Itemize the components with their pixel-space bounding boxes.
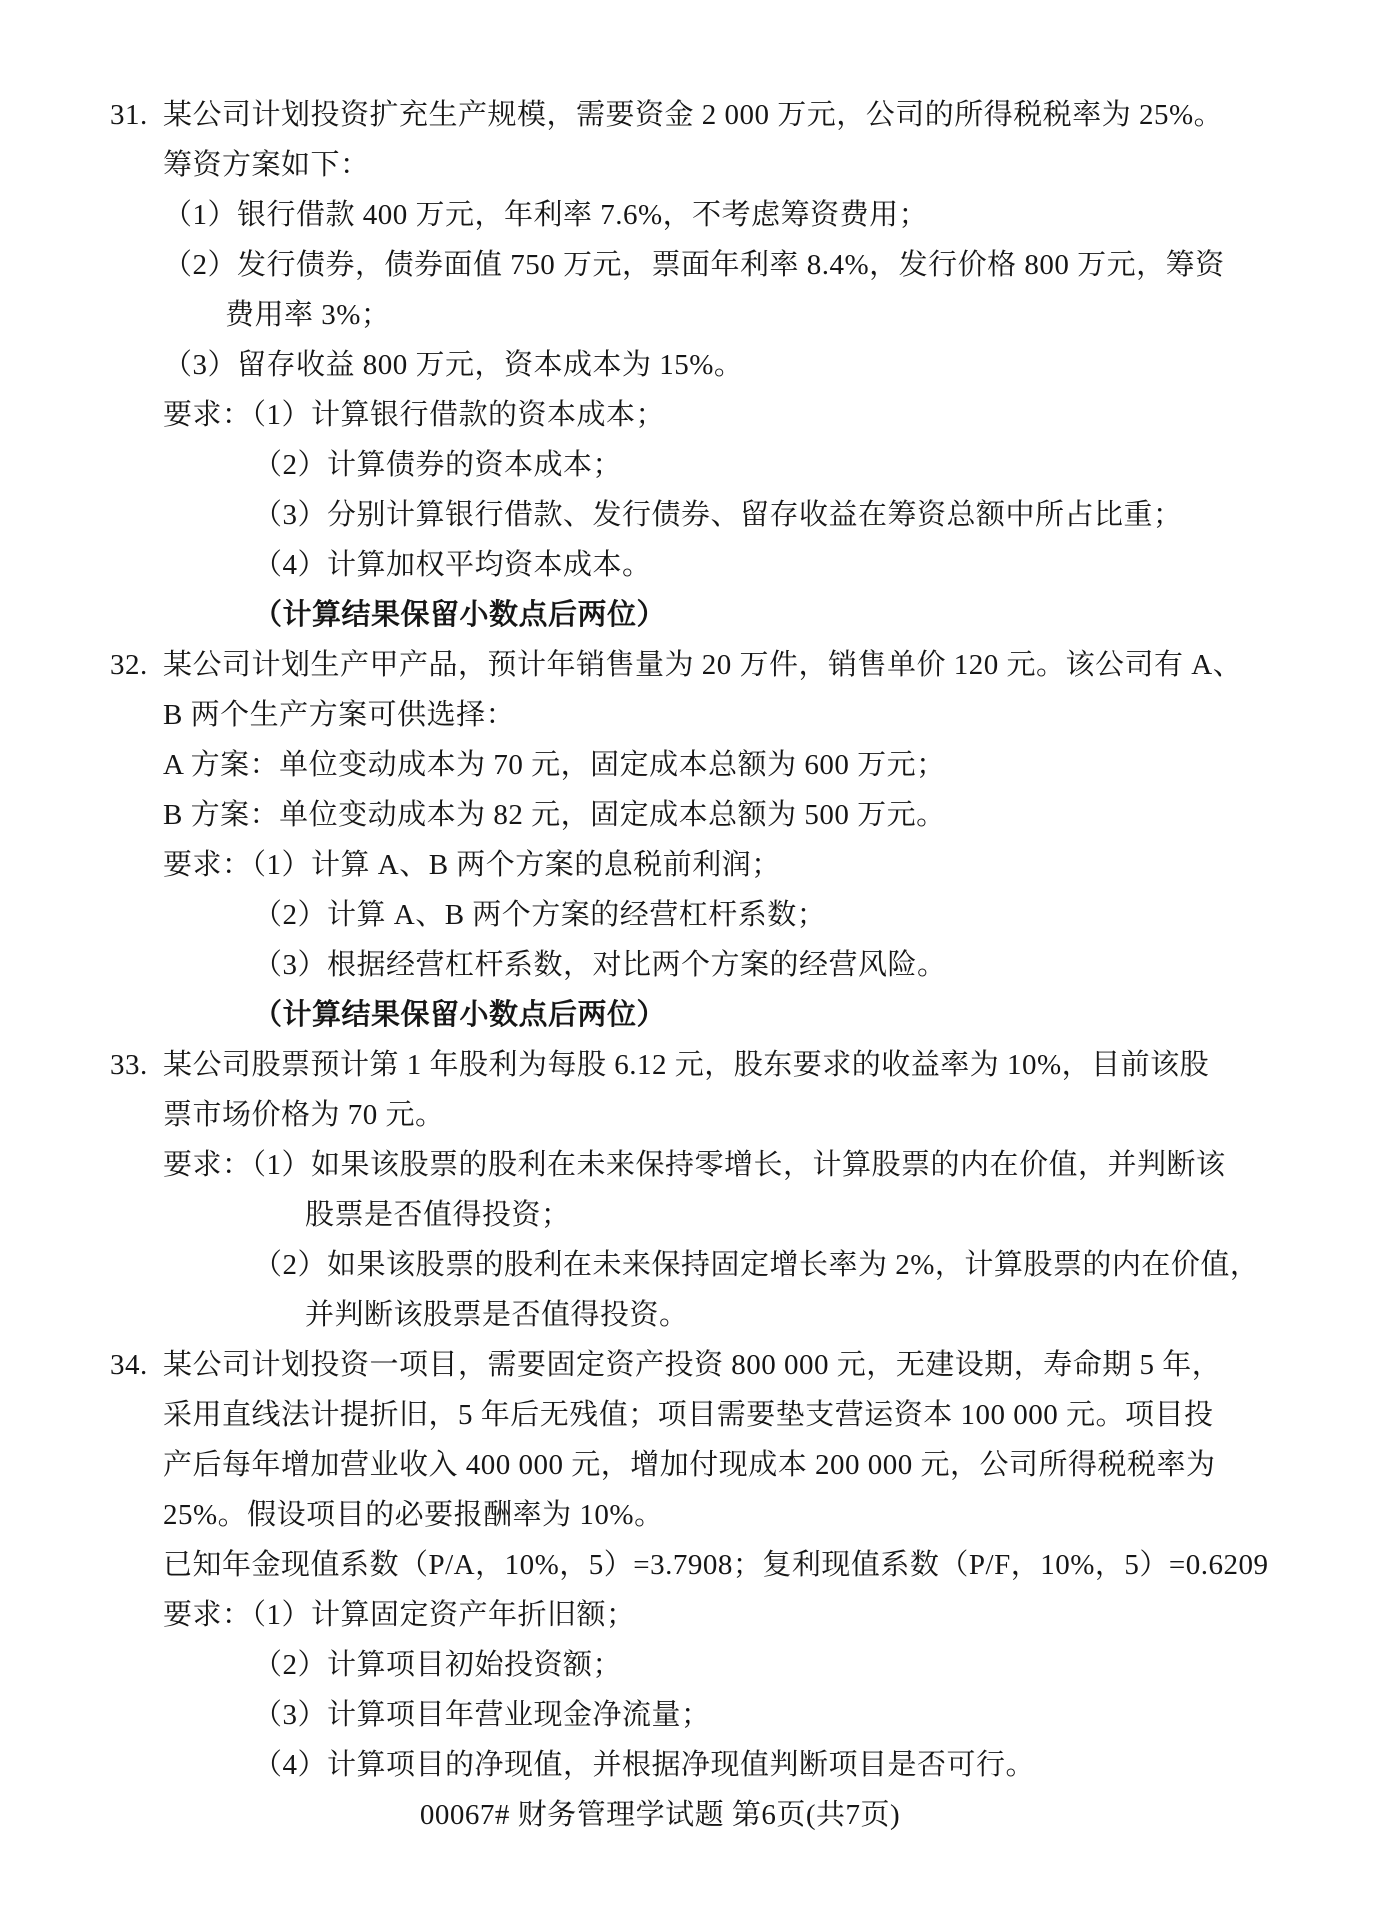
q32-requirement-1: 要求：（1）计算 A、B 两个方案的息税前利润； xyxy=(163,849,781,881)
q34-requirement-3: （3）计算项目年营业现金净流量； xyxy=(253,1699,711,1731)
q31-number: 31. xyxy=(110,99,148,131)
q31-requirement-4: （4）计算加权平均资本成本。 xyxy=(253,549,652,581)
q34-requirement-2: （2）计算项目初始投资额； xyxy=(253,1649,623,1681)
q32-requirement-2: （2）计算 A、B 两个方案的经营杠杆系数； xyxy=(253,899,827,931)
q32-intro-line-2: B 两个生产方案可供选择： xyxy=(163,699,516,731)
q32-rounding-note: （计算结果保留小数点后两位） xyxy=(253,999,667,1031)
q33-intro-line-1 xyxy=(0,1040,1392,1090)
question-31 xyxy=(0,90,1392,640)
q31-intro-line-2: 筹资方案如下： xyxy=(163,149,370,181)
q34-number: 34. xyxy=(110,1349,148,1381)
q33-intro-text: 某公司股票预计第 1 年股利为每股 6.12 元，股东要求的收益率为 10%，目前该股 xyxy=(163,1049,1210,1081)
q34-requirement-1: 要求：（1）计算固定资产年折旧额； xyxy=(163,1599,636,1631)
q34-intro-line-2: 采用直线法计提折旧，5 年后无残值；项目需要垫支营运资本 100 000 元。项目投 xyxy=(163,1399,1214,1431)
q33-requirement-2-cont: 并判断该股票是否值得投资。 xyxy=(305,1299,689,1331)
q33-intro-line-2: 票市场价格为 70 元。 xyxy=(163,1099,445,1131)
q31-plan-item-3: （3）留存收益 800 万元，资本成本为 15%。 xyxy=(163,349,744,381)
q31-intro-line-1 xyxy=(0,90,1392,140)
q33-number: 33. xyxy=(110,1049,148,1081)
q32-intro-text: 某公司计划生产甲产品，预计年销售量为 20 万件，销售单价 120 元。该公司有 A、 xyxy=(163,649,1243,681)
q31-plan-item-2-cont: 费用率 3%； xyxy=(225,299,391,331)
q33-requirement-2: （2）如果该股票的股利在未来保持固定增长率为 2%，计算股票的内在价值， xyxy=(253,1249,1260,1281)
q31-intro-text: 某公司计划投资扩充生产规模，需要资金 2 000 万元，公司的所得税税率为 25%。 xyxy=(163,99,1224,131)
q31-plan-item-1: （1）银行借款 400 万元，年利率 7.6%，不考虑筹资费用； xyxy=(163,199,929,231)
question-34 xyxy=(0,1340,1392,1790)
q31-plan-item-2: （2）发行债券，债券面值 750 万元，票面年利率 8.4%，发行价格 800 万元，筹资 xyxy=(163,249,1225,281)
q34-intro-line-1 xyxy=(0,1340,1392,1390)
question-33 xyxy=(0,1040,1392,1340)
q32-intro-line-1 xyxy=(0,640,1392,690)
q31-requirement-2: （2）计算债券的资本成本； xyxy=(253,449,623,481)
page-footer: 00067# 财务管理学试题 第6页(共7页) xyxy=(419,1799,901,1831)
q33-requirement-1: 要求：（1）如果该股票的股利在未来保持零增长，计算股票的内在价值，并判断该 xyxy=(163,1149,1226,1181)
q32-plan-b: B 方案：单位变动成本为 82 元，固定成本总额为 500 万元。 xyxy=(163,799,946,831)
q31-requirement-3: （3）分别计算银行借款、发行债券、留存收益在筹资总额中所占比重； xyxy=(253,499,1183,531)
q31-rounding-note: （计算结果保留小数点后两位） xyxy=(253,599,667,631)
q34-intro-text: 某公司计划投资一项目，需要固定资产投资 800 000 元，无建设期，寿命期 5 年， xyxy=(163,1349,1222,1381)
question-32 xyxy=(0,640,1392,1040)
q32-requirement-3: （3）根据经营杠杆系数，对比两个方案的经营风险。 xyxy=(253,949,947,981)
q34-requirement-4: （4）计算项目的净现值，并根据净现值判断项目是否可行。 xyxy=(253,1749,1036,1781)
q33-requirement-1-cont: 股票是否值得投资； xyxy=(305,1199,571,1231)
q32-number: 32. xyxy=(110,649,148,681)
q31-requirement-1: 要求：（1）计算银行借款的资本成本； xyxy=(163,399,666,431)
q34-intro-line-4: 25%。假设项目的必要报酬率为 10%。 xyxy=(163,1499,664,1531)
q32-plan-a: A 方案：单位变动成本为 70 元，固定成本总额为 600 万元； xyxy=(163,749,946,781)
q34-pv-factors: 已知年金现值系数（P/A，10%，5）=3.7908；复利现值系数（P/F，10%，5）=0.6209 xyxy=(163,1549,1269,1581)
q34-intro-line-3: 产后每年增加营业收入 400 000 元，增加付现成本 200 000 元，公司所得税税率为 xyxy=(163,1449,1216,1481)
